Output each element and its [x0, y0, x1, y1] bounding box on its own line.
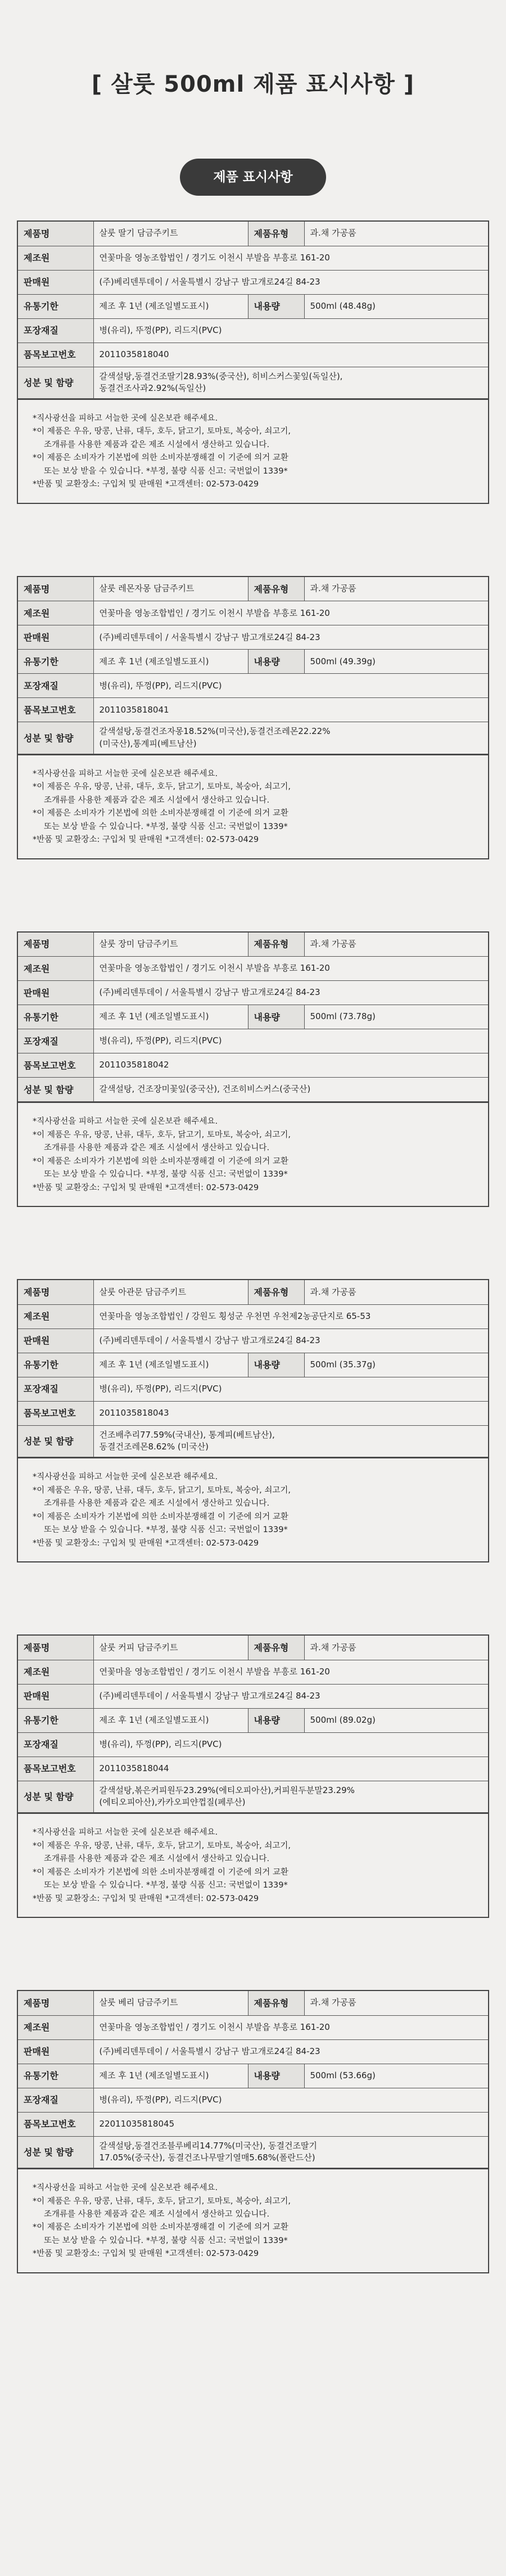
label-seller: 판매원	[18, 625, 93, 650]
page-title: [ 살룻 500ml 제품 표시사항 ]	[91, 71, 415, 97]
label-volume: 내용량	[248, 1353, 304, 1377]
note-allergen-cont: 조개류를 사용한 제품과 같은 제조 시설에서 생산하고 있습니다.	[44, 2210, 270, 2219]
label-name: 제품명	[18, 577, 93, 601]
label-packaging: 포장재질	[18, 674, 93, 698]
row-seller	[18, 1328, 488, 1353]
value-type: 과.채 가공품	[304, 577, 488, 601]
label-name: 제품명	[18, 1636, 93, 1660]
label-volume: 내용량	[248, 294, 304, 318]
product-label-card	[17, 1279, 489, 1562]
label-ingredients: 성분 및 함량	[18, 1781, 93, 1813]
section-badge: 제품 표시사항	[180, 159, 326, 196]
note-return: *반품 및 교환장소: 구입처 및 판매원 *고객센터: 02-573-0429	[33, 1183, 259, 1192]
row-manufacturer	[18, 1304, 488, 1328]
row-packaging	[18, 1029, 488, 1053]
value-seller: (주)베리덴투데이 / 서울특별시 강남구 밤고개로24길 84-23	[93, 2039, 488, 2064]
value-seller: (주)베리덴투데이 / 서울특별시 강남구 밤고개로24길 84-23	[93, 1684, 488, 1708]
note-return: *반품 및 교환장소: 구입처 및 판매원 *고객센터: 02-573-0429	[33, 480, 259, 489]
value-expiry: 제조 후 1년 (제조일별도표시)	[93, 2064, 248, 2088]
label-manufacturer: 제조원	[18, 957, 93, 981]
note-storage: *직사광선을 피하고 서늘한 곳에 실온보관 해주세요.	[33, 1472, 218, 1482]
row-name	[18, 222, 488, 246]
value-packaging: 병(유리), 뚜껑(PP), 리드지(PVC)	[93, 1732, 488, 1757]
row-name	[18, 577, 488, 601]
label-seller: 판매원	[18, 2039, 93, 2064]
note-allergen: *이 제품은 우유, 땅콩, 난류, 대두, 호두, 닭고기, 토마토, 복숭아, 쇠고기,	[33, 1485, 291, 1495]
value-manufacturer: 연꽃마을 영농조합법인 / 경기도 이천시 부발읍 부흥로 161-20	[93, 957, 488, 981]
label-packaging: 포장재질	[18, 318, 93, 343]
value-type: 과.채 가공품	[304, 1280, 488, 1304]
label-report-no: 품목보고번호	[18, 343, 93, 367]
product-label-list	[0, 220, 506, 2273]
ingredients-line-2: 17.05%(중국산), 동결건조나무딸기열매5.68%(폴란드산)	[99, 2152, 315, 2163]
value-expiry: 제조 후 1년 (제조일별도표시)	[93, 294, 248, 318]
value-expiry: 제조 후 1년 (제조일별도표시)	[93, 1353, 248, 1377]
product-label-card	[17, 1990, 489, 2273]
ingredients-line-1: 갈색설탕,동결건조딸기28.93%(중국산), 히비스커스꽃잎(독일산),	[99, 371, 343, 381]
label-expiry: 유통기한	[18, 1708, 93, 1732]
row-expiry	[18, 650, 488, 674]
ingredients-line-2: (에티오피아산),카카오피얀껍질(페루산)	[99, 1797, 246, 1808]
label-seller: 판매원	[18, 1328, 93, 1353]
label-packaging: 포장재질	[18, 1732, 93, 1757]
value-name: 살룻 레몬자몽 담금주키트	[93, 577, 248, 601]
label-name: 제품명	[18, 222, 93, 246]
product-info-table	[18, 1280, 488, 1457]
row-ingredients	[18, 1078, 488, 1102]
note-allergen-cont: 조개류를 사용한 제품과 같은 제조 시설에서 생산하고 있습니다.	[44, 1854, 270, 1864]
note-exchange: *이 제품은 소비자가 기본법에 의한 소비자분쟁해결 이 기준에 의거 교환	[33, 1156, 288, 1166]
value-ingredients	[93, 1781, 488, 1813]
value-volume: 500ml (49.39g)	[304, 650, 488, 674]
value-manufacturer: 연꽃마을 영농조합법인 / 경기도 이천시 부발읍 부흥로 161-20	[93, 2015, 488, 2039]
ingredients-line-1: 갈색설탕,동결건조블루베리14.77%(미국산), 동결건조딸기	[99, 2140, 317, 2151]
row-name	[18, 1280, 488, 1304]
value-name: 살룻 딸기 담금주키트	[93, 222, 248, 246]
label-report-no: 품목보고번호	[18, 1757, 93, 1781]
label-report-no: 품목보고번호	[18, 698, 93, 722]
value-ingredients	[93, 2136, 488, 2168]
row-name	[18, 1991, 488, 2015]
label-type: 제품유형	[248, 1636, 304, 1660]
value-manufacturer: 연꽃마을 영농조합법인 / 강원도 횡성군 우천면 우천제2농공단지로 65-53	[93, 1304, 488, 1328]
product-label-card	[17, 931, 489, 1207]
row-expiry	[18, 294, 488, 318]
note-exchange-cont: 또는 보상 받을 수 있습니다. *부정, 불량 식품 신고: 국번없이 1339*	[44, 466, 288, 476]
label-seller: 판매원	[18, 270, 93, 294]
row-manufacturer	[18, 957, 488, 981]
ingredients-line-1: 건조배추리77.59%(국내산), 통계피(베트남산),	[99, 1429, 275, 1440]
note-exchange: *이 제품은 소비자가 기본법에 의한 소비자분쟁해결 이 기준에 의거 교환	[33, 1867, 288, 1877]
ingredients-line-1: 갈색설탕,동결건조자몽18.52%(미국산),동결건조레몬22.22%	[99, 726, 331, 737]
label-name: 제품명	[18, 1991, 93, 2015]
note-exchange-cont: 또는 보상 받을 수 있습니다. *부정, 불량 식품 신고: 국번없이 1339*	[44, 1170, 288, 1179]
label-report-no: 품목보고번호	[18, 1053, 93, 1078]
label-type: 제품유형	[248, 1280, 304, 1304]
label-packaging: 포장재질	[18, 2088, 93, 2112]
product-info-table	[18, 577, 488, 754]
note-storage: *직사광선을 피하고 서늘한 곳에 실온보관 해주세요.	[33, 414, 218, 423]
value-seller: (주)베리덴투데이 / 서울특별시 강남구 밤고개로24길 84-23	[93, 981, 488, 1005]
label-type: 제품유형	[248, 222, 304, 246]
label-name: 제품명	[18, 1280, 93, 1304]
note-storage: *직사광선을 피하고 서늘한 곳에 실온보관 해주세요.	[33, 2183, 218, 2193]
note-exchange: *이 제품은 소비자가 기본법에 의한 소비자분쟁해결 이 기준에 의거 교환	[33, 2223, 288, 2232]
ingredients-line-1: 갈색설탕, 건조장미꽃잎(중국산), 건조히비스커스(중국산)	[99, 1084, 311, 1095]
row-report-no	[18, 2112, 488, 2136]
label-expiry: 유통기한	[18, 650, 93, 674]
value-manufacturer: 연꽃마을 영농조합법인 / 경기도 이천시 부발읍 부흥로 161-20	[93, 246, 488, 270]
label-expiry: 유통기한	[18, 1005, 93, 1029]
row-expiry	[18, 1353, 488, 1377]
label-ingredients: 성분 및 함량	[18, 2136, 93, 2168]
value-ingredients	[93, 367, 488, 399]
note-return: *반품 및 교환장소: 구입처 및 판매원 *고객센터: 02-573-0429	[33, 1894, 259, 1903]
value-name: 살룻 아관문 담금주키트	[93, 1280, 248, 1304]
label-ingredients: 성분 및 함량	[18, 1425, 93, 1457]
note-return: *반품 및 교환장소: 구입처 및 판매원 *고객센터: 02-573-0429	[33, 1538, 259, 1548]
product-label-card	[17, 220, 489, 504]
value-volume: 500ml (53.66g)	[304, 2064, 488, 2088]
label-expiry: 유통기한	[18, 1353, 93, 1377]
row-manufacturer	[18, 246, 488, 270]
note-exchange-cont: 또는 보상 받을 수 있습니다. *부정, 불량 식품 신고: 국번없이 1339*	[44, 1881, 288, 1890]
value-expiry: 제조 후 1년 (제조일별도표시)	[93, 1708, 248, 1732]
row-manufacturer	[18, 601, 488, 625]
row-ingredients	[18, 1425, 488, 1457]
label-manufacturer: 제조원	[18, 1304, 93, 1328]
row-name	[18, 1636, 488, 1660]
note-exchange-cont: 또는 보상 받을 수 있습니다. *부정, 불량 식품 신고: 국번없이 1339*	[44, 1525, 288, 1535]
label-seller: 판매원	[18, 1684, 93, 1708]
note-allergen-cont: 조개류를 사용한 제품과 같은 제조 시설에서 생산하고 있습니다.	[44, 795, 270, 805]
value-expiry: 제조 후 1년 (제조일별도표시)	[93, 650, 248, 674]
product-info-table	[18, 1636, 488, 1813]
note-storage: *직사광선을 피하고 서늘한 곳에 실온보관 해주세요.	[33, 769, 218, 778]
row-manufacturer	[18, 1660, 488, 1684]
storage-notes	[18, 2168, 488, 2272]
note-exchange-cont: 또는 보상 받을 수 있습니다. *부정, 불량 식품 신고: 국번없이 1339*	[44, 822, 288, 831]
value-report-no: 22011035818045	[93, 2112, 488, 2136]
ingredients-line-1: 갈색설탕,볶은커피원두23.29%(에티오피아산),커피원두분말23.29%	[99, 1785, 355, 1795]
row-ingredients	[18, 722, 488, 754]
value-manufacturer: 연꽃마을 영농조합법인 / 경기도 이천시 부발읍 부흥로 161-20	[93, 601, 488, 625]
label-packaging: 포장재질	[18, 1029, 93, 1053]
label-volume: 내용량	[248, 1708, 304, 1732]
value-type: 과.채 가공품	[304, 933, 488, 957]
label-report-no: 품목보고번호	[18, 1401, 93, 1425]
value-report-no: 2011035818043	[93, 1401, 488, 1425]
value-packaging: 병(유리), 뚜껑(PP), 리드지(PVC)	[93, 674, 488, 698]
value-ingredients	[93, 1078, 488, 1102]
label-expiry: 유통기한	[18, 2064, 93, 2088]
value-report-no: 2011035818042	[93, 1053, 488, 1078]
row-report-no	[18, 1401, 488, 1425]
note-allergen: *이 제품은 우유, 땅콩, 난류, 대두, 호두, 닭고기, 토마토, 복숭아, 쇠고기,	[33, 2196, 291, 2206]
value-expiry: 제조 후 1년 (제조일별도표시)	[93, 1005, 248, 1029]
note-allergen: *이 제품은 우유, 땅콩, 난류, 대두, 호두, 닭고기, 토마토, 복숭아, 쇠고기,	[33, 1130, 291, 1140]
section-badge-wrap	[0, 159, 506, 196]
value-name: 살룻 커피 담금주키트	[93, 1636, 248, 1660]
row-expiry	[18, 1708, 488, 1732]
row-packaging	[18, 318, 488, 343]
row-report-no	[18, 343, 488, 367]
value-packaging: 병(유리), 뚜껑(PP), 리드지(PVC)	[93, 2088, 488, 2112]
row-report-no	[18, 1757, 488, 1781]
label-ingredients: 성분 및 함량	[18, 367, 93, 399]
note-allergen: *이 제품은 우유, 땅콩, 난류, 대두, 호두, 닭고기, 토마토, 복숭아, 쇠고기,	[33, 1841, 291, 1850]
row-name	[18, 933, 488, 957]
storage-notes	[18, 399, 488, 503]
value-seller: (주)베리덴투데이 / 서울특별시 강남구 밤고개로24길 84-23	[93, 625, 488, 650]
product-label-card	[17, 576, 489, 859]
row-packaging	[18, 1732, 488, 1757]
note-allergen: *이 제품은 우유, 땅콩, 난류, 대두, 호두, 닭고기, 토마토, 복숭아, 쇠고기,	[33, 782, 291, 792]
storage-notes	[18, 754, 488, 858]
row-packaging	[18, 2088, 488, 2112]
label-ingredients: 성분 및 함량	[18, 1078, 93, 1102]
value-volume: 500ml (89.02g)	[304, 1708, 488, 1732]
row-packaging	[18, 1377, 488, 1401]
storage-notes	[18, 1102, 488, 1206]
row-report-no	[18, 1053, 488, 1078]
row-seller	[18, 270, 488, 294]
value-packaging: 병(유리), 뚜껑(PP), 리드지(PVC)	[93, 1029, 488, 1053]
storage-notes	[18, 1813, 488, 1917]
row-packaging	[18, 674, 488, 698]
value-volume: 500ml (48.48g)	[304, 294, 488, 318]
ingredients-line-2: 동결건조레몬8.62% (미국산)	[99, 1442, 209, 1452]
note-return: *반품 및 교환장소: 구입처 및 판매원 *고객센터: 02-573-0429	[33, 835, 259, 845]
storage-notes	[18, 1457, 488, 1561]
label-manufacturer: 제조원	[18, 246, 93, 270]
value-seller: (주)베리덴투데이 / 서울특별시 강남구 밤고개로24길 84-23	[93, 270, 488, 294]
label-type: 제품유형	[248, 1991, 304, 2015]
value-type: 과.채 가공품	[304, 1636, 488, 1660]
label-volume: 내용량	[248, 650, 304, 674]
label-seller: 판매원	[18, 981, 93, 1005]
label-volume: 내용량	[248, 2064, 304, 2088]
row-seller	[18, 981, 488, 1005]
value-ingredients	[93, 722, 488, 754]
note-allergen-cont: 조개류를 사용한 제품과 같은 제조 시설에서 생산하고 있습니다.	[44, 1499, 270, 1508]
value-report-no: 2011035818044	[93, 1757, 488, 1781]
label-type: 제품유형	[248, 933, 304, 957]
label-name: 제품명	[18, 933, 93, 957]
label-manufacturer: 제조원	[18, 601, 93, 625]
label-report-no: 품목보고번호	[18, 2112, 93, 2136]
row-ingredients	[18, 2136, 488, 2168]
value-name: 살룻 베리 담금주키트	[93, 1991, 248, 2015]
value-report-no: 2011035818041	[93, 698, 488, 722]
row-expiry	[18, 2064, 488, 2088]
note-exchange: *이 제품은 소비자가 기본법에 의한 소비자분쟁해결 이 기준에 의거 교환	[33, 453, 288, 463]
note-storage: *직사광선을 피하고 서늘한 곳에 실온보관 해주세요.	[33, 1828, 218, 1838]
value-type: 과.채 가공품	[304, 1991, 488, 2015]
value-packaging: 병(유리), 뚜껑(PP), 리드지(PVC)	[93, 318, 488, 343]
label-type: 제품유형	[248, 577, 304, 601]
row-seller	[18, 2039, 488, 2064]
product-info-table	[18, 222, 488, 399]
value-ingredients	[93, 1425, 488, 1457]
label-ingredients: 성분 및 함량	[18, 722, 93, 754]
value-report-no: 2011035818040	[93, 343, 488, 367]
label-expiry: 유통기한	[18, 294, 93, 318]
label-volume: 내용량	[248, 1005, 304, 1029]
ingredients-line-2: 동결건조사과2.92%(독일산)	[99, 383, 206, 394]
product-info-table	[18, 1991, 488, 2168]
product-info-table	[18, 933, 488, 1102]
note-allergen-cont: 조개류를 사용한 제품과 같은 제조 시설에서 생산하고 있습니다.	[44, 1143, 270, 1153]
label-manufacturer: 제조원	[18, 1660, 93, 1684]
note-return: *반품 및 교환장소: 구입처 및 판매원 *고객센터: 02-573-0429	[33, 2249, 259, 2259]
row-seller	[18, 1684, 488, 1708]
value-name: 살룻 장미 담금주키트	[93, 933, 248, 957]
row-seller	[18, 625, 488, 650]
note-allergen: *이 제품은 우유, 땅콩, 난류, 대두, 호두, 닭고기, 토마토, 복숭아, 쇠고기,	[33, 427, 291, 436]
row-ingredients	[18, 1781, 488, 1813]
ingredients-line-2: (미국산),통계피(베트남산)	[99, 738, 197, 749]
label-manufacturer: 제조원	[18, 2015, 93, 2039]
value-seller: (주)베리덴투데이 / 서울특별시 강남구 밤고개로24길 84-23	[93, 1328, 488, 1353]
value-volume: 500ml (73.78g)	[304, 1005, 488, 1029]
row-report-no	[18, 698, 488, 722]
value-manufacturer: 연꽃마을 영농조합법인 / 경기도 이천시 부발읍 부흥로 161-20	[93, 1660, 488, 1684]
note-exchange: *이 제품은 소비자가 기본법에 의한 소비자분쟁해결 이 기준에 의거 교환	[33, 809, 288, 818]
note-exchange: *이 제품은 소비자가 기본법에 의한 소비자분쟁해결 이 기준에 의거 교환	[33, 1512, 288, 1521]
row-manufacturer	[18, 2015, 488, 2039]
value-packaging: 병(유리), 뚜껑(PP), 리드지(PVC)	[93, 1377, 488, 1401]
label-packaging: 포장재질	[18, 1377, 93, 1401]
value-volume: 500ml (35.37g)	[304, 1353, 488, 1377]
note-exchange-cont: 또는 보상 받을 수 있습니다. *부정, 불량 식품 신고: 국번없이 1339*	[44, 2236, 288, 2245]
value-type: 과.채 가공품	[304, 222, 488, 246]
product-label-card	[17, 1634, 489, 1918]
row-expiry	[18, 1005, 488, 1029]
note-storage: *직사광선을 피하고 서늘한 곳에 실온보관 해주세요.	[33, 1117, 218, 1127]
row-ingredients	[18, 367, 488, 399]
note-allergen-cont: 조개류를 사용한 제품과 같은 제조 시설에서 생산하고 있습니다.	[44, 440, 270, 449]
